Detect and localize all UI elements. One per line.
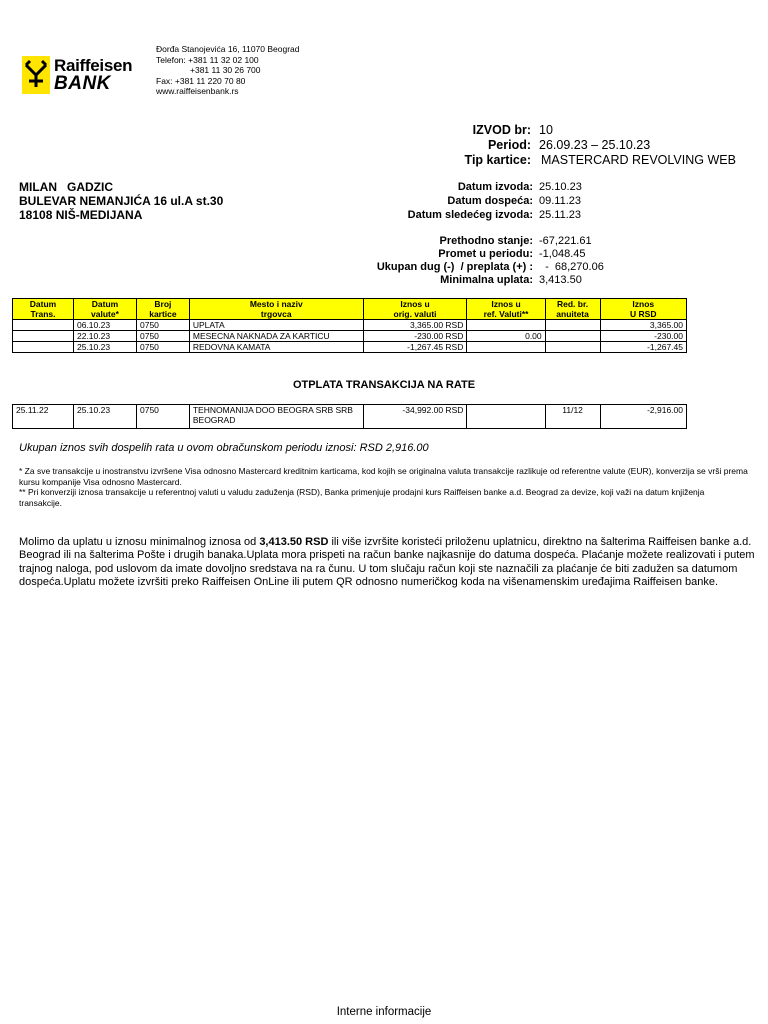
period-label: Period: [487,138,531,152]
cell-card-number: 0750 [137,342,190,353]
izvod-value: 10 [539,123,553,137]
cell-amount-rsd: -230.00 [600,331,686,342]
payment-text-post: ili više izvršite koristeći priloženu uplatnicu, direktno na šalterima Raiffeisen banke a.d. Beograd ili na šalterima Pošte i drugih banaka.Uplata mora prispeti na račun banke najkasnije do datuma dospeća. Plaćanje možete realizovati i putem trajnog naloga, pod uslovom da imate dovoljno sredstava na ra čunu. U tom slučaju račun koji ste naznačili za plaćanje će biti zadužen sa datumom dospeća.Uplatu možete izvršiti preko Raiffeisen OnLine ili putem QR odnosno numeričkog koda na višenamenskim uređajima Raiffeisen banke. [19,536,755,588]
cell-trans-date [13,320,74,331]
cell-trans-date: 25.11.22 [13,405,74,429]
cell-annuity-no [545,320,600,331]
col-header-amount-rsd: Iznos U RSD [600,299,686,320]
bank-fax: Fax: +381 11 220 70 80 [156,75,246,86]
minimum-payment-label: Minimalna uplata: [440,274,533,286]
cell-orig-amount: -230.00 RSD [363,331,467,342]
cell-card-number: 0750 [137,405,190,429]
col-header-trans-date: Datum Trans. [13,299,74,320]
installments-table [12,404,687,429]
transactions-table [12,298,687,353]
cell-card-number: 0750 [137,320,190,331]
statement-date-value: 25.10.23 [539,181,582,193]
raiffeisen-gable-icon [22,56,50,94]
table-row [13,342,687,353]
col-header-ref-amount: Iznos u ref. Valuti** [467,299,545,320]
period-value: 26.09.23 – 25.10.23 [539,138,651,152]
payment-text-pre: Molimo da uplatu u iznosu minimalnog iznosa od [19,536,260,548]
customer-address-block [19,180,223,222]
cell-card-number: 0750 [137,331,190,342]
logo-bank: BANK [54,73,111,94]
cell-merchant: MESECNA NAKNADA ZA KARTICU [189,331,363,342]
table-header-row [13,299,687,320]
next-statement-value: 25.11.23 [539,209,582,221]
logo-name: Raiffeisen [54,56,133,75]
table-row [13,331,687,342]
footnotes [19,466,749,508]
customer-name: MILAN GADZIC [19,180,113,194]
installments-total-note: Ukupan iznos svih dospelih rata u ovom obračunskom periodu iznosi: RSD 2,916.00 [19,442,429,454]
footnote-currency-conversion: * Za sve transakcije u inostranstvu izvršene Visa odnosno Mastercard kreditnim karticama, kod kojih se originalna valuta transakcije razlikuje od referentne valute (EUR), konverzija se vrši prema kursu kompanije Visa odnosno Mastercard. [19,466,748,487]
bank-website[interactable]: www.raiffeisenbank.rs [156,86,239,96]
statement-date-label: Datum izvoda: [457,181,533,193]
card-type-label: Tip kartice: [464,153,531,167]
cell-ref-amount [467,320,545,331]
cell-merchant: REDOVNA KAMATA [189,342,363,353]
due-date-label: Datum dospeća: [447,195,533,207]
bank-contact-info [156,44,300,97]
period-turnover-label: Promet u periodu: [438,248,533,260]
col-header-orig-amount: Iznos u orig. valuti [363,299,467,320]
cell-value-date: 25.10.23 [73,342,136,353]
table-row [13,320,687,331]
total-debt-label: Ukupan dug (-) / preplata (+) : [376,261,533,273]
cell-trans-date [13,342,74,353]
cell-merchant: TEHNOMANIJA DOO BEOGRA SRB SRB BEOGRAD [189,405,363,429]
customer-street: BULEVAR NEMANJIĆA 16 ul.A st.30 [19,194,224,208]
next-statement-label: Datum sledećeg izvoda: [407,209,533,221]
cell-ref-amount [467,405,545,429]
installments-title: OTPLATA TRANSAKCIJA NA RATE [292,379,476,391]
previous-balance-label: Prethodno stanje: [439,235,533,247]
izvod-label: IZVOD br: [472,123,531,137]
cell-annuity-no [545,342,600,353]
payment-instructions [19,536,759,589]
card-type-value: MASTERCARD REVOLVING WEB [541,153,736,167]
cell-orig-amount: 3,365.00 RSD [363,320,467,331]
cell-orig-amount: -34,992.00 RSD [363,405,467,429]
cell-value-date: 06.10.23 [73,320,136,331]
cell-amount-rsd: 3,365.00 [600,320,686,331]
cell-trans-date [13,331,74,342]
cell-value-date: 25.10.23 [73,405,136,429]
cell-ref-amount [467,342,545,353]
period-turnover-value: -1,048.45 [539,248,586,260]
col-header-value-date: Datum valute* [73,299,136,320]
bank-phone-2: +381 11 30 26 700 [190,65,261,75]
cell-value-date: 22.10.23 [73,331,136,342]
cell-amount-rsd: -1,267.45 [600,342,686,353]
cell-ref-amount: 0.00 [467,331,545,342]
col-header-merchant: Mesto i naziv trgovca [189,299,363,320]
bank-phone-1: Telefon: +381 11 32 02 100 [156,54,259,65]
minimum-payment-value: 3,413.50 [539,274,582,286]
footnote-reference-conversion: ** Pri konverziji iznosa transakcije u referentnoj valuti u valudu zaduženja (RSD), Banka primenjuje prodajni kurs Raiffeisen banke a.d. Beograd za devize, koji važi na datum knjiženja transakcije. [19,487,705,508]
total-debt-value: - 68,270.06 [539,261,604,273]
bank-address: Đorđa Stanojevića 16, 11070 Beograd [156,44,300,54]
cell-amount-rsd: -2,916.00 [600,405,686,429]
table-row [13,405,687,429]
col-header-annuity-no: Red. br. anuiteta [545,299,600,320]
cell-annuity-no: 11/12 [545,405,600,429]
col-header-card-number: Broj kartice [137,299,190,320]
previous-balance-value: -67,221.61 [539,235,592,247]
cell-annuity-no [545,331,600,342]
due-date-value: 09.11.23 [539,195,582,207]
customer-city: 18108 NIŠ-MEDIJANA [19,208,143,222]
cell-orig-amount: -1,267.45 RSD [363,342,467,353]
cell-merchant: UPLATA [189,320,363,331]
payment-amount: 3,413.50 RSD [259,536,329,548]
footer-classification: Interne informacije [336,1006,432,1018]
raiffeisen-logo [22,56,142,94]
